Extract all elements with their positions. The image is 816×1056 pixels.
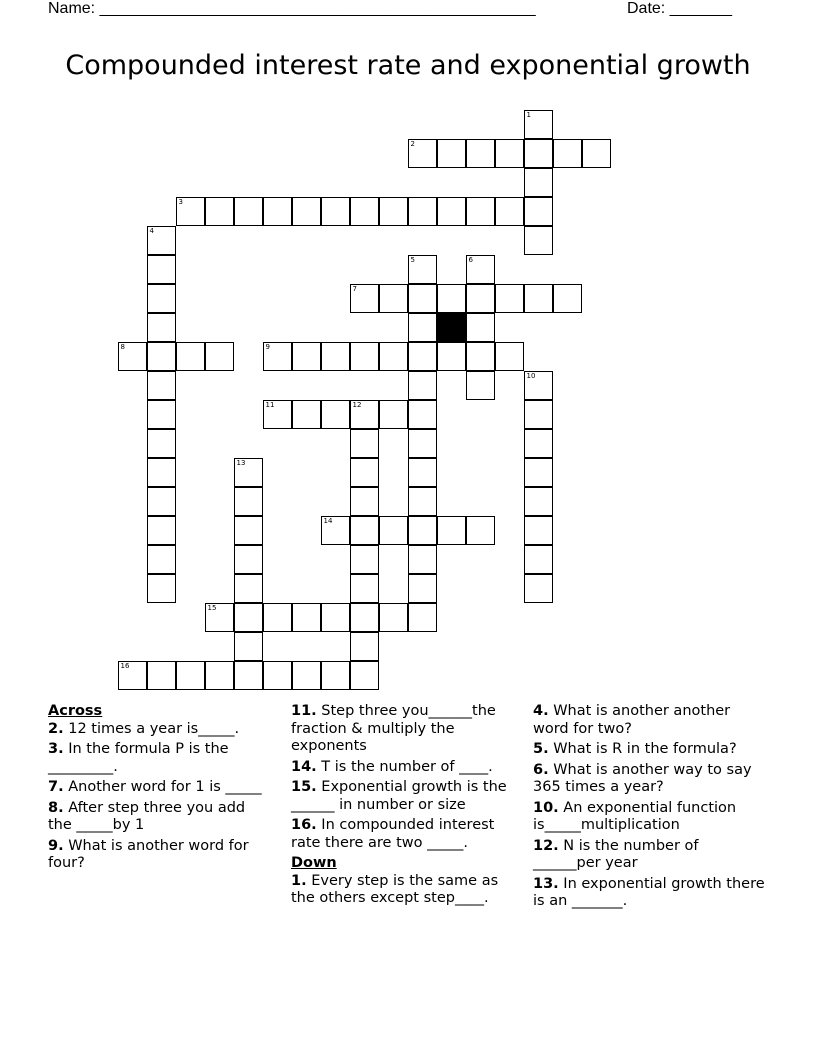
clue-number: 6. [533, 761, 549, 778]
clue-item [291, 759, 526, 777]
grid-cell[interactable] [437, 516, 466, 545]
grid-cell[interactable] [176, 661, 205, 690]
grid-cell[interactable] [524, 429, 553, 458]
grid-cell[interactable] [234, 632, 263, 661]
clue-item [48, 800, 268, 835]
name-field-label: Name: _________________________________________________ [48, 0, 536, 17]
grid-cell[interactable] [466, 197, 495, 226]
clue-text: What is R in the formula? [548, 741, 737, 757]
grid-cell[interactable] [408, 516, 437, 545]
grid-cell[interactable] [321, 197, 350, 226]
grid-cell[interactable] [466, 371, 495, 400]
grid-cell[interactable] [147, 400, 176, 429]
grid-cell[interactable] [147, 371, 176, 400]
clue-item [48, 741, 268, 776]
grid-cell[interactable] [408, 458, 437, 487]
grid-cell[interactable] [321, 342, 350, 371]
clue-item [533, 800, 768, 835]
grid-cell[interactable] [466, 284, 495, 313]
grid-cell[interactable] [495, 139, 524, 168]
grid-cell[interactable] [524, 139, 553, 168]
grid-cell[interactable] [437, 197, 466, 226]
clue-text: Step three you______the fraction & multiply the exponents [291, 703, 496, 754]
clue-text: Every step is the same as the others except step____. [291, 872, 499, 906]
clue-item [533, 741, 768, 759]
grid-cell[interactable] [147, 284, 176, 313]
date-field-label: Date: _______ [627, 0, 732, 17]
grid-cell[interactable] [379, 284, 408, 313]
grid-cell[interactable] [350, 545, 379, 574]
grid-cell[interactable] [553, 284, 582, 313]
grid-cell[interactable] [147, 574, 176, 603]
grid-cell[interactable] [205, 603, 234, 632]
grid-cell[interactable] [379, 400, 408, 429]
clue-number: 3 [178, 198, 183, 206]
clue-item [533, 876, 768, 911]
grid-cell[interactable] [292, 603, 321, 632]
grid-cell[interactable] [408, 603, 437, 632]
grid-cell[interactable] [466, 516, 495, 545]
clue-item [291, 873, 526, 908]
grid-cell[interactable] [524, 226, 553, 255]
clue-item [533, 703, 768, 738]
grid-cell[interactable] [408, 139, 437, 168]
grid-cell[interactable] [379, 342, 408, 371]
clue-number: 15 [207, 604, 217, 612]
grid-cell[interactable] [118, 342, 147, 371]
grid-cell[interactable] [524, 458, 553, 487]
clue-number: 14 [323, 517, 333, 525]
grid-cell[interactable] [437, 139, 466, 168]
grid-cell[interactable] [350, 197, 379, 226]
grid-cell[interactable] [350, 342, 379, 371]
grid-cell[interactable] [321, 603, 350, 632]
clue-number: 8. [48, 799, 64, 816]
clue-item [291, 817, 526, 852]
grid-cell[interactable] [234, 661, 263, 690]
grid-cell[interactable] [205, 197, 234, 226]
grid-cell[interactable] [408, 342, 437, 371]
grid-cell[interactable] [350, 429, 379, 458]
grid-cell[interactable] [147, 545, 176, 574]
grid-cell[interactable] [147, 661, 176, 690]
grid-cell[interactable] [350, 632, 379, 661]
clues-column-3 [533, 703, 768, 914]
grid-cell[interactable] [524, 197, 553, 226]
grid-cell[interactable] [582, 139, 611, 168]
grid-cell[interactable] [176, 342, 205, 371]
grid-cell[interactable] [147, 313, 176, 342]
grid-cell[interactable] [147, 516, 176, 545]
grid-cell[interactable] [263, 400, 292, 429]
clue-number: 6 [468, 256, 473, 264]
grid-cell[interactable] [408, 284, 437, 313]
grid-cell[interactable] [147, 226, 176, 255]
clue-text: T is the number of ____. [316, 758, 493, 775]
clue-number: 13 [236, 459, 246, 467]
grid-cell[interactable] [350, 400, 379, 429]
grid-cell[interactable] [495, 284, 524, 313]
grid-cell[interactable] [176, 197, 205, 226]
grid-cell[interactable] [408, 429, 437, 458]
grid-cell[interactable] [292, 197, 321, 226]
grid-cell[interactable] [524, 400, 553, 429]
grid-cell[interactable] [524, 516, 553, 545]
clue-number: 2 [410, 140, 415, 148]
clue-number: 14. [291, 758, 317, 775]
clue-number: 16. [291, 817, 317, 833]
grid-cell[interactable] [321, 400, 350, 429]
clue-number: 9. [48, 837, 64, 854]
grid-cell[interactable] [292, 342, 321, 371]
clue-number: 7. [48, 779, 64, 795]
grid-cell[interactable] [350, 603, 379, 632]
clue-text: N is the number of ______per year [533, 837, 699, 871]
clue-text: In compounded interest rate there are two _____. [291, 817, 495, 851]
grid-cell[interactable] [263, 197, 292, 226]
across-heading: Across [48, 703, 103, 719]
grid-cell[interactable] [205, 342, 234, 371]
clue-text: Another word for 1 is _____ [63, 779, 262, 795]
clue-item [291, 779, 526, 814]
clue-number: 7 [352, 285, 357, 293]
black-cell [437, 313, 466, 342]
grid-cell[interactable] [147, 255, 176, 284]
grid-cell[interactable] [495, 342, 524, 371]
grid-cell[interactable] [524, 284, 553, 313]
clue-item [48, 838, 268, 873]
grid-cell[interactable] [205, 661, 234, 690]
clue-text: Exponential growth is the ______ in number or size [291, 779, 507, 813]
grid-cell[interactable] [379, 603, 408, 632]
clue-item [533, 762, 768, 797]
clue-number: 11 [265, 401, 275, 409]
grid-cell[interactable] [350, 458, 379, 487]
grid-cell[interactable] [147, 487, 176, 516]
grid-cell[interactable] [234, 545, 263, 574]
clue-number: 4 [149, 227, 154, 235]
grid-cell[interactable] [263, 342, 292, 371]
grid-cell[interactable] [553, 139, 582, 168]
grid-cell[interactable] [147, 342, 176, 371]
grid-cell[interactable] [147, 458, 176, 487]
grid-cell[interactable] [524, 168, 553, 197]
grid-cell[interactable] [234, 458, 263, 487]
grid-cell[interactable] [263, 603, 292, 632]
grid-cell[interactable] [408, 574, 437, 603]
clue-text: In exponential growth there is an _______. [533, 875, 765, 909]
clue-item [48, 721, 268, 739]
clue-number: 2. [48, 720, 64, 737]
grid-cell[interactable] [350, 574, 379, 603]
grid-cell[interactable] [408, 545, 437, 574]
grid-cell[interactable] [292, 400, 321, 429]
grid-cell[interactable] [234, 603, 263, 632]
grid-cell[interactable] [408, 197, 437, 226]
clue-number: 8 [120, 343, 125, 351]
grid-cell[interactable] [524, 487, 553, 516]
clue-number: 9 [265, 343, 270, 351]
clues-column-2 [291, 703, 526, 911]
grid-cell[interactable] [350, 661, 379, 690]
clue-number: 5. [533, 741, 549, 757]
clue-number: 16 [120, 662, 130, 670]
clue-text: An exponential function is_____multiplication [533, 799, 737, 833]
grid-cell[interactable] [408, 400, 437, 429]
grid-cell[interactable] [234, 487, 263, 516]
grid-cell[interactable] [408, 255, 437, 284]
clue-number: 11. [291, 703, 317, 719]
clue-text: After step three you add the _____by 1 [48, 799, 246, 833]
grid-cell[interactable] [437, 342, 466, 371]
grid-cell[interactable] [292, 661, 321, 690]
grid-cell[interactable] [118, 661, 147, 690]
clue-text: 12 times a year is_____. [63, 720, 240, 737]
grid-cell[interactable] [524, 110, 553, 139]
clue-number: 5 [410, 256, 415, 264]
grid-cell[interactable] [350, 516, 379, 545]
grid-cell[interactable] [466, 313, 495, 342]
clue-item [291, 703, 526, 756]
clue-number: 15. [291, 779, 317, 795]
grid-cell[interactable] [350, 284, 379, 313]
clue-text: What is another another word for two? [533, 703, 731, 737]
grid-cell[interactable] [263, 661, 292, 690]
grid-cell[interactable] [466, 139, 495, 168]
clue-number: 10 [526, 372, 536, 380]
grid-cell[interactable] [321, 516, 350, 545]
grid-cell[interactable] [524, 574, 553, 603]
clue-number: 4. [533, 703, 549, 719]
grid-cell[interactable] [379, 197, 408, 226]
clue-number: 13. [533, 875, 559, 892]
clue-number: 1 [526, 111, 531, 119]
clue-item [48, 779, 268, 797]
grid-cell[interactable] [524, 545, 553, 574]
grid-cell[interactable] [147, 429, 176, 458]
clues-column-1 [48, 703, 268, 876]
clue-text: What is another way to say 365 times a year? [533, 761, 752, 795]
grid-cell[interactable] [466, 342, 495, 371]
clue-text: In the formula P is the _________. [48, 741, 229, 775]
grid-cell[interactable] [466, 255, 495, 284]
grid-cell[interactable] [379, 516, 408, 545]
page-title: Compounded interest rate and exponential growth [65, 50, 751, 81]
clue-number: 1. [291, 872, 307, 889]
grid-cell[interactable] [350, 487, 379, 516]
clue-number: 10. [533, 799, 559, 816]
clue-number: 12. [533, 837, 559, 854]
grid-cell[interactable] [234, 197, 263, 226]
grid-cell[interactable] [524, 371, 553, 400]
grid-cell[interactable] [495, 197, 524, 226]
grid-cell[interactable] [234, 516, 263, 545]
clue-number: 3. [48, 741, 64, 757]
grid-cell[interactable] [321, 661, 350, 690]
clue-text: What is another word for four? [48, 837, 249, 871]
grid-cell[interactable] [234, 574, 263, 603]
grid-cell[interactable] [408, 487, 437, 516]
grid-cell[interactable] [408, 371, 437, 400]
down-heading: Down [291, 855, 337, 871]
grid-cell[interactable] [437, 284, 466, 313]
clue-number: 12 [352, 401, 362, 409]
clue-item [533, 838, 768, 873]
grid-cell[interactable] [408, 313, 437, 342]
